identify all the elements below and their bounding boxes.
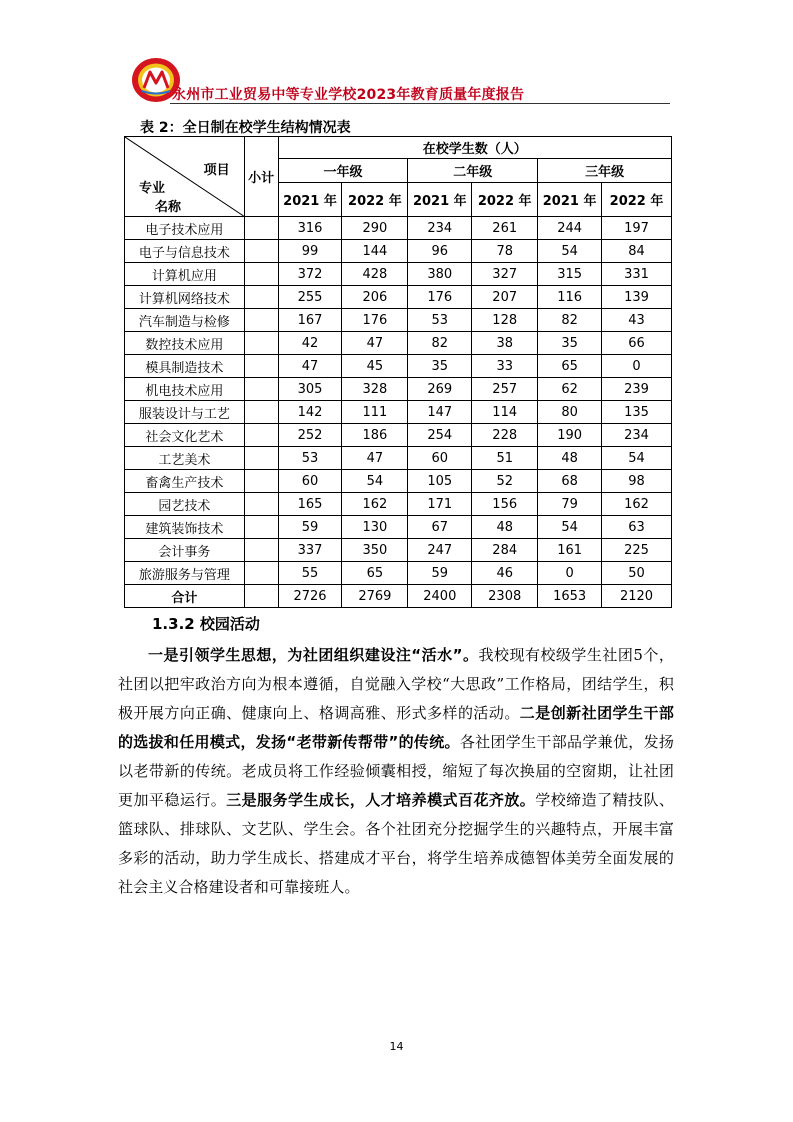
value-cell: 0	[602, 355, 672, 378]
value-cell: 2308	[472, 585, 538, 608]
major-name-cell: 电子与信息技术	[125, 240, 245, 263]
table-row	[125, 355, 672, 378]
value-cell: 35	[538, 332, 602, 355]
value-cell: 45	[342, 355, 408, 378]
value-cell: 78	[472, 240, 538, 263]
value-cell: 147	[408, 401, 472, 424]
header-divider	[170, 103, 670, 104]
value-cell: 2400	[408, 585, 472, 608]
table-total-row	[125, 585, 672, 608]
year-header: 2021 年	[278, 183, 342, 217]
subtotal-cell	[244, 539, 278, 562]
value-cell: 247	[408, 539, 472, 562]
major-name-cell: 机电技术应用	[125, 378, 245, 401]
value-cell: 62	[538, 378, 602, 401]
value-cell: 167	[278, 309, 342, 332]
student-structure-table	[124, 136, 672, 608]
table-row	[125, 240, 672, 263]
value-cell: 380	[408, 263, 472, 286]
value-cell: 82	[538, 309, 602, 332]
page-header	[120, 56, 670, 106]
major-name-cell: 社会文化艺术	[125, 424, 245, 447]
subtotal-cell	[244, 516, 278, 539]
value-cell: 46	[472, 562, 538, 585]
subtotal-cell	[244, 447, 278, 470]
value-cell: 33	[472, 355, 538, 378]
table-row	[125, 470, 672, 493]
value-cell: 255	[278, 286, 342, 309]
subtotal-cell	[244, 263, 278, 286]
value-cell: 67	[408, 516, 472, 539]
value-cell: 38	[472, 332, 538, 355]
value-cell: 197	[602, 217, 672, 240]
table-row	[125, 539, 672, 562]
grade-header: 一年级	[278, 159, 408, 183]
value-cell: 105	[408, 470, 472, 493]
subtotal-cell	[244, 401, 278, 424]
value-cell: 2769	[342, 585, 408, 608]
value-cell: 337	[278, 539, 342, 562]
value-cell: 48	[538, 447, 602, 470]
value-cell: 96	[408, 240, 472, 263]
value-cell: 130	[342, 516, 408, 539]
value-cell: 63	[602, 516, 672, 539]
value-cell: 60	[408, 447, 472, 470]
value-cell: 65	[342, 562, 408, 585]
value-cell: 2726	[278, 585, 342, 608]
value-cell: 142	[278, 401, 342, 424]
table-row	[125, 263, 672, 286]
major-name-cell: 工艺美术	[125, 447, 245, 470]
value-cell: 206	[342, 286, 408, 309]
value-cell: 261	[472, 217, 538, 240]
table-row	[125, 562, 672, 585]
group-header: 在校学生数（人）	[278, 137, 671, 159]
value-cell: 65	[538, 355, 602, 378]
value-cell: 165	[278, 493, 342, 516]
major-name-cell: 数控技术应用	[125, 332, 245, 355]
value-cell: 350	[342, 539, 408, 562]
major-name-cell: 会计事务	[125, 539, 245, 562]
major-name-cell: 计算机应用	[125, 263, 245, 286]
value-cell: 239	[602, 378, 672, 401]
major-name-cell: 计算机网络技术	[125, 286, 245, 309]
subtotal-cell	[244, 562, 278, 585]
year-header: 2022 年	[342, 183, 408, 217]
major-name-cell: 园艺技术	[125, 493, 245, 516]
table-caption: 表 2：全日制在校学生结构情况表	[140, 120, 351, 136]
major-name-cell: 模具制造技术	[125, 355, 245, 378]
subtotal-cell	[244, 309, 278, 332]
page-number: 14	[389, 1040, 404, 1053]
value-cell: 79	[538, 493, 602, 516]
value-cell: 50	[602, 562, 672, 585]
section-heading: 1.3.2 校园活动	[152, 615, 260, 633]
value-cell: 47	[278, 355, 342, 378]
major-name-cell: 汽车制造与检修	[125, 309, 245, 332]
value-cell: 35	[408, 355, 472, 378]
section-paragraph	[118, 641, 674, 902]
value-cell: 80	[538, 401, 602, 424]
value-cell: 84	[602, 240, 672, 263]
table-row	[125, 217, 672, 240]
value-cell: 244	[538, 217, 602, 240]
table-row	[125, 447, 672, 470]
value-cell: 207	[472, 286, 538, 309]
header-title: 永州市工业贸易中等专业学校2023年教育质量年度报告	[172, 87, 525, 103]
value-cell: 171	[408, 493, 472, 516]
value-cell: 284	[472, 539, 538, 562]
paragraph-lead-3: 三是服务学生成长，人才培养模式百花齐放。	[226, 791, 536, 809]
value-cell: 66	[602, 332, 672, 355]
value-cell: 0	[538, 562, 602, 585]
subtotal-cell	[244, 424, 278, 447]
value-cell: 47	[342, 447, 408, 470]
value-cell: 135	[602, 401, 672, 424]
value-cell: 114	[472, 401, 538, 424]
table-row	[125, 493, 672, 516]
subtotal-header: 小计	[244, 137, 278, 217]
major-name-cell: 电子技术应用	[125, 217, 245, 240]
subtotal-cell	[244, 585, 278, 608]
year-header: 2022 年	[472, 183, 538, 217]
value-cell: 53	[278, 447, 342, 470]
value-cell: 162	[342, 493, 408, 516]
subtotal-cell	[244, 240, 278, 263]
value-cell: 228	[472, 424, 538, 447]
value-cell: 257	[472, 378, 538, 401]
value-cell: 144	[342, 240, 408, 263]
value-cell: 60	[278, 470, 342, 493]
value-cell: 327	[472, 263, 538, 286]
value-cell: 139	[602, 286, 672, 309]
value-cell: 176	[342, 309, 408, 332]
value-cell: 55	[278, 562, 342, 585]
value-cell: 43	[602, 309, 672, 332]
subtotal-cell	[244, 378, 278, 401]
value-cell: 1653	[538, 585, 602, 608]
value-cell: 53	[408, 309, 472, 332]
value-cell: 328	[342, 378, 408, 401]
value-cell: 315	[538, 263, 602, 286]
value-cell: 331	[602, 263, 672, 286]
major-name-cell: 建筑装饰技术	[125, 516, 245, 539]
value-cell: 98	[602, 470, 672, 493]
value-cell: 234	[602, 424, 672, 447]
table-row	[125, 286, 672, 309]
value-cell: 225	[602, 539, 672, 562]
value-cell: 52	[472, 470, 538, 493]
paragraph-lead-2: 二是创新社团学生干部的选拔和任用模式，发扬“老带新传帮带”的传统。	[118, 704, 674, 751]
value-cell: 128	[472, 309, 538, 332]
major-name-cell: 畜禽生产技术	[125, 470, 245, 493]
value-cell: 68	[538, 470, 602, 493]
value-cell: 254	[408, 424, 472, 447]
value-cell: 428	[342, 263, 408, 286]
major-name-cell: 旅游服务与管理	[125, 562, 245, 585]
subtotal-cell	[244, 470, 278, 493]
value-cell: 156	[472, 493, 538, 516]
value-cell: 372	[278, 263, 342, 286]
table-row	[125, 516, 672, 539]
paragraph-text-3: 学校缔造了精技队、篮球队、排球队、文艺队、学生会。各个社团充分挖掘学生的兴趣特点，开展丰富多彩的活动，助力学生成长、搭建成才平台，将学生培养成德智体美劳全面发展的社会主义合格建设者和可靠接班人。	[118, 791, 674, 896]
paragraph-text-1: 我校现有校级学生社团5个，社团以把牢政治方向为根本遵循，自觉融入学校“大思政”工作格局，团结学生，积极开展方向正确、健康向上、格调高雅、形式多样的活动。	[118, 646, 674, 722]
value-cell: 162	[602, 493, 672, 516]
value-cell: 111	[342, 401, 408, 424]
value-cell: 116	[538, 286, 602, 309]
value-cell: 190	[538, 424, 602, 447]
major-name-cell: 服装设计与工艺	[125, 401, 245, 424]
value-cell: 54	[342, 470, 408, 493]
diag-label-major: 专业	[139, 181, 166, 196]
value-cell: 252	[278, 424, 342, 447]
value-cell: 305	[278, 378, 342, 401]
subtotal-cell	[244, 217, 278, 240]
value-cell: 54	[602, 447, 672, 470]
subtotal-cell	[244, 355, 278, 378]
value-cell: 82	[408, 332, 472, 355]
value-cell: 2120	[602, 585, 672, 608]
grade-header: 二年级	[408, 159, 538, 183]
table-row	[125, 378, 672, 401]
value-cell: 48	[472, 516, 538, 539]
value-cell: 42	[278, 332, 342, 355]
grade-header: 三年级	[538, 159, 672, 183]
value-cell: 234	[408, 217, 472, 240]
paragraph-lead-1: 一是引领学生思想，为社团组织建设注“活水”。	[148, 646, 479, 664]
value-cell: 186	[342, 424, 408, 447]
diag-label-name: 名称	[155, 200, 182, 215]
value-cell: 99	[278, 240, 342, 263]
table-row	[125, 424, 672, 447]
table-row	[125, 401, 672, 424]
value-cell: 47	[342, 332, 408, 355]
value-cell: 269	[408, 378, 472, 401]
table-row	[125, 332, 672, 355]
table-row	[125, 309, 672, 332]
paragraph-text-2: 各社团学生干部品学兼优，发扬以老带新的传统。老成员将工作经验倾囊相授，缩短了每次换届的空窗期，让社团更加平稳运行。	[118, 733, 674, 809]
subtotal-cell	[244, 493, 278, 516]
diagonal-header-cell	[125, 137, 245, 217]
subtotal-cell	[244, 332, 278, 355]
value-cell: 54	[538, 240, 602, 263]
year-header: 2022 年	[602, 183, 672, 217]
value-cell: 59	[408, 562, 472, 585]
major-name-cell: 合计	[125, 585, 245, 608]
subtotal-cell	[244, 286, 278, 309]
value-cell: 161	[538, 539, 602, 562]
value-cell: 290	[342, 217, 408, 240]
value-cell: 59	[278, 516, 342, 539]
value-cell: 176	[408, 286, 472, 309]
value-cell: 316	[278, 217, 342, 240]
value-cell: 51	[472, 447, 538, 470]
year-header: 2021 年	[538, 183, 602, 217]
diag-label-item: 项目	[203, 163, 230, 178]
value-cell: 54	[538, 516, 602, 539]
year-header: 2021 年	[408, 183, 472, 217]
